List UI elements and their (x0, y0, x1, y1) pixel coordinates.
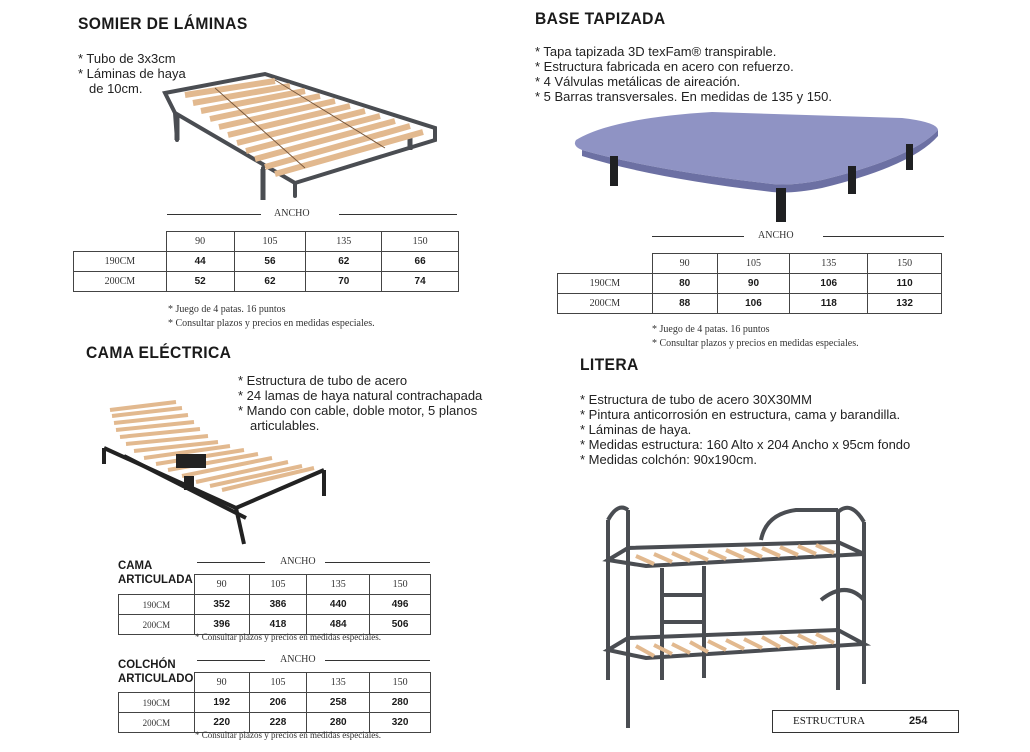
base-col-header: 105 (717, 254, 790, 274)
price-cell: 90 (717, 274, 790, 294)
base-note-1: * Juego de 4 patas. 16 puntos (652, 324, 770, 335)
price-cell: 70 (306, 272, 382, 292)
colchon-price-table (118, 672, 431, 733)
somier-col-header: 105 (234, 232, 306, 252)
somier-bullet-1: * Tubo de 3x3cm (78, 51, 176, 66)
table-row (74, 252, 459, 272)
base-bullets (535, 44, 832, 104)
base-bullet-3: * 4 Válvulas metálicas de aireación. (535, 74, 741, 89)
colchon-note: * Consultar plazos y precios en medidas especiales. (195, 730, 381, 740)
base-col-header: 150 (868, 254, 942, 274)
base-ancho (652, 230, 944, 244)
base-title: BASE TAPIZADA (535, 9, 666, 28)
colchon-ancho-label: ANCHO (280, 654, 316, 665)
litera-bullet-5: * Medidas colchón: 90x190cm. (580, 452, 758, 467)
somier-col-header: 90 (166, 232, 234, 252)
colchon-label-line1: COLCHÓN (118, 657, 176, 671)
price-cell: 396 (194, 615, 249, 635)
table-row (558, 294, 942, 314)
price-cell: 66 (382, 252, 459, 272)
somier-ancho-label: ANCHO (274, 208, 310, 219)
base-note-2: * Consultar plazos y precios en medidas especiales. (652, 338, 859, 349)
estructura-label: ESTRUCTURA (793, 715, 866, 727)
somier-note-2: * Consultar plazos y precios en medidas especiales. (168, 318, 375, 329)
litera-title: LITERA (580, 355, 639, 374)
base-col-header: 90 (652, 254, 717, 274)
somier-bullet-3: de 10cm. (89, 81, 143, 96)
cama-articulada-label-line1: CAMA (118, 558, 153, 572)
estructura-price: 254 (909, 715, 928, 727)
row-label: 190CM (74, 252, 167, 272)
cama-bullet-3: * Mando con cable, doble motor, 5 planos (238, 403, 478, 418)
price-cell: 88 (652, 294, 717, 314)
price-cell: 110 (868, 274, 942, 294)
somier-bullet-2: * Láminas de haya (78, 66, 186, 81)
row-label: 190CM (119, 693, 195, 713)
litera-bullet-2: * Pintura anticorrosión en estructura, cama y barandilla. (580, 407, 901, 422)
price-cell: 220 (194, 713, 249, 733)
litera-bullet-4: * Medidas estructura: 160 Alto x 204 Ancho x 95cm fondo (580, 437, 911, 452)
somier-col-header: 135 (306, 232, 382, 252)
base-bullet-4: * 5 Barras transversales. En medidas de 135 y 150. (535, 89, 832, 104)
price-cell: 74 (382, 272, 459, 292)
somier-image (155, 68, 455, 203)
price-cell: 418 (249, 615, 307, 635)
price-cell: 56 (234, 252, 306, 272)
price-cell: 386 (249, 595, 307, 615)
cama-price-table (118, 574, 431, 635)
row-label: 200CM (119, 615, 195, 635)
price-cell: 484 (307, 615, 370, 635)
row-label: 200CM (74, 272, 167, 292)
colchon-col-header: 150 (370, 673, 431, 693)
cama-articulada-label-line2: ARTICULADA (118, 572, 193, 586)
table-row (74, 272, 459, 292)
price-cell: 118 (790, 294, 868, 314)
price-cell: 80 (652, 274, 717, 294)
price-cell: 44 (166, 252, 234, 272)
price-cell: 496 (370, 595, 431, 615)
litera-bullet-3: * Láminas de haya. (580, 422, 692, 437)
somier-price-table (73, 231, 459, 292)
colchon-ancho (197, 654, 430, 668)
price-cell: 320 (370, 713, 431, 733)
row-label: 190CM (558, 274, 653, 294)
price-cell: 440 (307, 595, 370, 615)
cama-bullet-4: articulables. (250, 418, 320, 433)
base-image (572, 108, 942, 226)
litera-bullets (580, 392, 910, 467)
price-cell: 62 (234, 272, 306, 292)
row-label: 200CM (558, 294, 653, 314)
price-cell: 192 (194, 693, 249, 713)
table-row (558, 274, 942, 294)
cama-col-header: 90 (194, 575, 249, 595)
base-bullet-2: * Estructura fabricada en acero con refuerzo. (535, 59, 794, 74)
litera-bullet-1: * Estructura de tubo de acero 30X30MM (580, 392, 812, 407)
cama-note: * Consultar plazos y precios en medidas especiales. (195, 632, 381, 642)
price-cell: 228 (249, 713, 307, 733)
litera-image (596, 500, 876, 732)
base-ancho-label: ANCHO (758, 230, 794, 241)
somier-note-1: * Juego de 4 patas. 16 puntos (168, 304, 286, 315)
cama-bullet-1: * Estructura de tubo de acero (238, 373, 408, 388)
cama-title: CAMA ELÉCTRICA (86, 343, 232, 362)
price-cell: 280 (307, 713, 370, 733)
cama-ancho (197, 556, 430, 570)
cama-bullet-2: * 24 lamas de haya natural contrachapada (238, 388, 483, 403)
base-col-header: 135 (790, 254, 868, 274)
base-price-table (557, 253, 942, 314)
price-cell: 52 (166, 272, 234, 292)
row-label: 190CM (119, 595, 195, 615)
colchon-col-header: 105 (249, 673, 307, 693)
price-cell: 506 (370, 615, 431, 635)
somier-notes (168, 303, 375, 331)
price-cell: 106 (790, 274, 868, 294)
price-cell: 352 (194, 595, 249, 615)
cama-image (96, 396, 330, 548)
colchon-label-line2: ARTICULADO (118, 671, 194, 685)
price-cell: 206 (249, 693, 307, 713)
cama-col-header: 105 (249, 575, 307, 595)
colchon-col-header: 90 (194, 673, 249, 693)
cama-col-header: 150 (370, 575, 431, 595)
price-cell: 258 (307, 693, 370, 713)
price-cell: 106 (717, 294, 790, 314)
somier-col-header: 150 (382, 232, 459, 252)
cama-col-header: 135 (307, 575, 370, 595)
base-bullet-1: * Tapa tapizada 3D texFam® transpirable. (535, 44, 777, 59)
price-cell: 280 (370, 693, 431, 713)
colchon-col-header: 135 (307, 673, 370, 693)
cama-ancho-label: ANCHO (280, 556, 316, 567)
somier-title: SOMIER DE LÁMINAS (78, 14, 248, 33)
price-cell: 132 (868, 294, 942, 314)
estructura-price-box (772, 710, 959, 733)
base-notes (652, 323, 859, 351)
price-cell: 62 (306, 252, 382, 272)
somier-ancho (167, 208, 457, 222)
row-label: 200CM (119, 713, 195, 733)
table-row (119, 595, 431, 615)
table-row (119, 693, 431, 713)
